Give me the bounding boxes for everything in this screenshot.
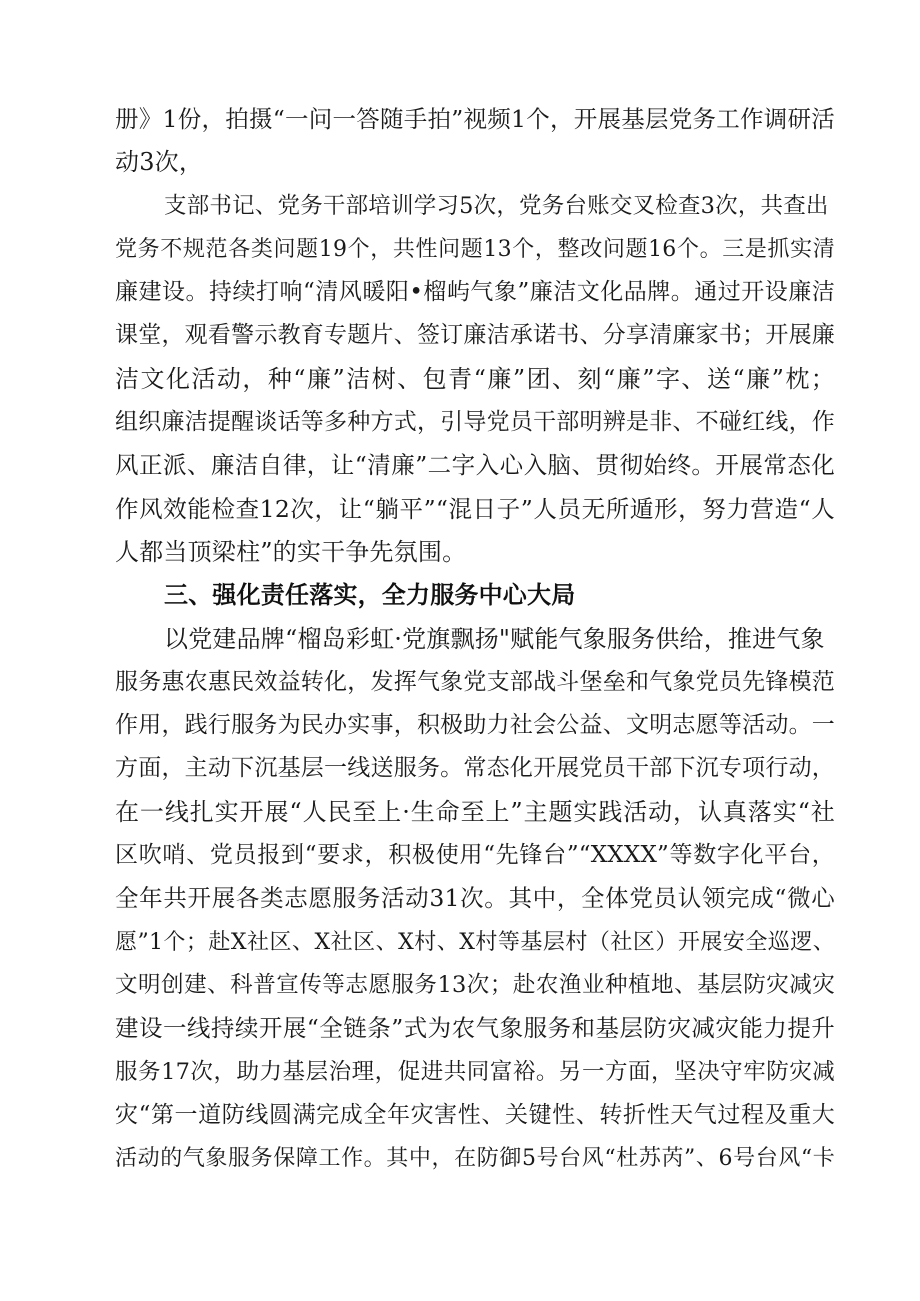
- section-heading: 三、强化责任落实，全力服务中心大局: [164, 581, 576, 610]
- paragraph-line: 服务17次，助力基层治理，促进共同富裕。另一方面，坚决守牢防灾减: [115, 1058, 835, 1085]
- paragraph-line: 支部书记、党务干部培训学习5次，党务台账交叉检查3次，共查出: [164, 192, 829, 219]
- paragraph-line: 动3次，: [115, 148, 204, 177]
- paragraph-line: 风正派、廉洁自律，让“清廉”二字入心入脑、贯彻始终。开展常态化: [115, 451, 835, 480]
- paragraph-line: 作风效能检查12次，让“躺平”“混日子”人员无所遁形，努力营造“人: [115, 494, 835, 523]
- paragraph-line: 册》1份，拍摄“一问一答随手拍”视频1个，开展基层党务工作调研活: [115, 105, 835, 133]
- paragraph-line: 文明创建、科普宣传等志愿服务13次；赴农渔业种植地、基层防灾减灾: [115, 971, 835, 998]
- paragraph-line: 党务不规范各类问题19个，共性问题13个，整改问题16个。三是抓实清: [115, 236, 835, 262]
- paragraph-line: 灾“第一道防线圆满完成全年灾害性、关键性、转折性天气过程及重大: [115, 1101, 835, 1128]
- paragraph-line: 活动的气象服务保障工作。其中，在防御5号台风“杜苏芮”、6号台风“卡: [115, 1146, 835, 1172]
- paragraph-line: 组织廉洁提醒谈话等多种方式，引导党员干部明辨是非、不碰红线，作: [115, 409, 835, 436]
- paragraph-line: 廉建设。持续打响“清风暖阳•榴屿气象”廉洁文化品牌。通过开设廉洁: [115, 279, 835, 306]
- paragraph-line: 建设一线持续开展“全链条”式为农气象服务和基层防灾减灾能力提升: [115, 1014, 835, 1043]
- paragraph-line: 人都当顶梁柱”的实干争先氛围。: [115, 537, 467, 566]
- paragraph-line: 以党建品牌“榴岛彩虹·党旗飘扬"赋能气象服务供给，推进气象: [164, 624, 825, 653]
- paragraph-line: 在一线扎实开展“人民至上·生命至上”主题实践活动，认真落实“社: [115, 797, 835, 826]
- paragraph-line: 区吹哨、党员报到“要求，积极使用“先锋台”“XXXX”等数字化平台，: [115, 842, 835, 869]
- paragraph-line: 方面，主动下沉基层一线送服务。常态化开展党员干部下沉专项行动，: [115, 755, 835, 782]
- paragraph-line: 洁文化活动，种“廉”洁树、包青“廉”团、刻“廉”字、送“廉”枕；: [115, 364, 835, 393]
- paragraph-line: 作用，践行服务为民办实事，积极助力社会公益、文明志愿等活动。一: [115, 712, 835, 739]
- paragraph-line: 服务惠农惠民效益转化，发挥气象党支部战斗堡垒和气象党员先锋模范: [115, 668, 835, 695]
- paragraph-line: 全年共开展各类志愿服务活动31次。其中，全体党员认领完成“微心: [115, 884, 835, 913]
- document-body: [115, 98, 835, 1180]
- paragraph-line: 愿”1个；赴X社区、X社区、X村、X村等基层村（社区）开展安全巡逻、: [115, 929, 835, 955]
- paragraph-line: 课堂，观看警示教育专题片、签订廉洁承诺书、分享清廉家书；开展廉: [115, 322, 835, 349]
